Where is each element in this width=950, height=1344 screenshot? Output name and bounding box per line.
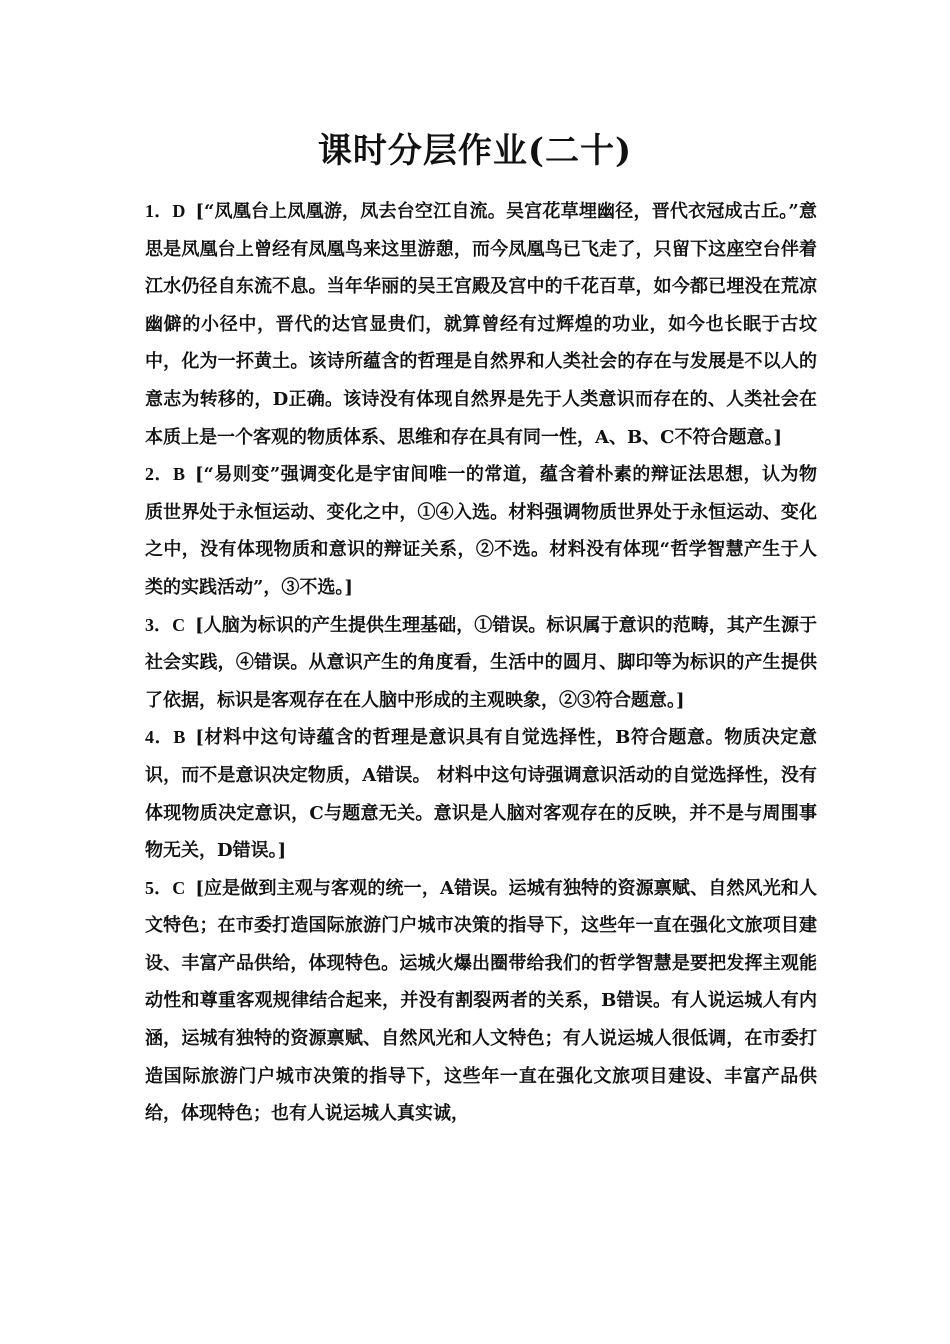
answer-item-4 bbox=[145, 719, 817, 869]
page-title: 课时分层作业(二十) bbox=[317, 131, 633, 171]
answer-explanation: [人脑为标识的产生提供生理基础，①错误。标识属于意识的范畴，其产生源于社会实践，④错误。从意识产生的角度看，生活中的圆月、脚印等为标识的产生提供了依据，标识是客观存在在人脑中形成的主观映象，②③符合题意。] bbox=[145, 614, 818, 711]
answer-explanation: [“易则变”强调变化是宇宙间唯一的常道，蕴含着朴素的辩证法思想，认为物质世界处于永恒运动、变化之中，①④入选。材料强调物质世界处于永恒运动、变化之中，没有体现物质和意识的辩证关系，②不选。材料没有体现“哲学智慧产生于人类的实践活动”，③不选。] bbox=[145, 464, 817, 598]
answer-number: 3．C bbox=[145, 614, 186, 635]
answer-number: 5．C bbox=[145, 877, 186, 898]
answer-item-1 bbox=[145, 193, 817, 456]
answer-explanation: [材料中这句诗蕴含的哲理是意识具有自觉选择性，B符合题意。物质决定意识，而不是意识决定物质，A错误。 材料中这句诗强调意识活动的自觉选择性，没有体现物质决定意识，C与题意无关。意识是人脑对客观存在的反映，并不是与周围事物无关，D错误。] bbox=[145, 727, 817, 862]
answer-item-3 bbox=[145, 607, 817, 720]
answer-explanation: [应是做到主观与客观的统一，A错误。运城有独特的资源禀赋、自然风光和人文特色；在市委打造国际旅游门户城市决策的指导下，这些年一直在强化文旅项目建设、丰富产品供给，体现特色。运城火爆出圈带给我们的哲学智慧是要把发挥主观能动性和尊重客观规律结合起来，并没有割裂两者的关系，B错误。有人说运城人有内涵，运城有独特的资源禀赋、自然风光和人文特色；有人说运城人很低调，在市委打造国际旅游门户城市决策的指导下，这些年一直在强化文旅项目建设、丰富产品供给，体现特色；也有人说运城人真实诚， bbox=[145, 877, 818, 1125]
answer-item-2 bbox=[145, 456, 817, 606]
answer-explanation: [“凤凰台上凤凰游，凤去台空江自流。吴宫花草埋幽径，晋代衣冠成古丘。”意思是凤凰台上曾经有凤凰鸟来这里游憩，而今凤凰鸟已飞走了，只留下这座空台伴着江水仍径自东流不息。当年华丽的吴王宫殿及宫中的千花百草，如今都已埋没在荒凉幽僻的小径中，晋代的达官显贵们，就算曾经有过辉煌的功业，如今也长眠于古坟中，化为一抔黄土。该诗所蕴含的哲理是自然界和人类社会的存在与发展是不以人的意志为转移的，D正确。该诗没有体现自然界是先于人类意识而存在的、人类社会在本质上是一个客观的物质体系、思维和存在具有同一性，A、B、C不符合题意。] bbox=[145, 201, 817, 448]
answer-number: 2．B bbox=[145, 464, 186, 485]
answer-number: 4．B bbox=[145, 727, 186, 748]
answer-item-5 bbox=[145, 870, 817, 1133]
answer-number: 1．D bbox=[145, 201, 186, 221]
answer-list bbox=[145, 193, 817, 1133]
